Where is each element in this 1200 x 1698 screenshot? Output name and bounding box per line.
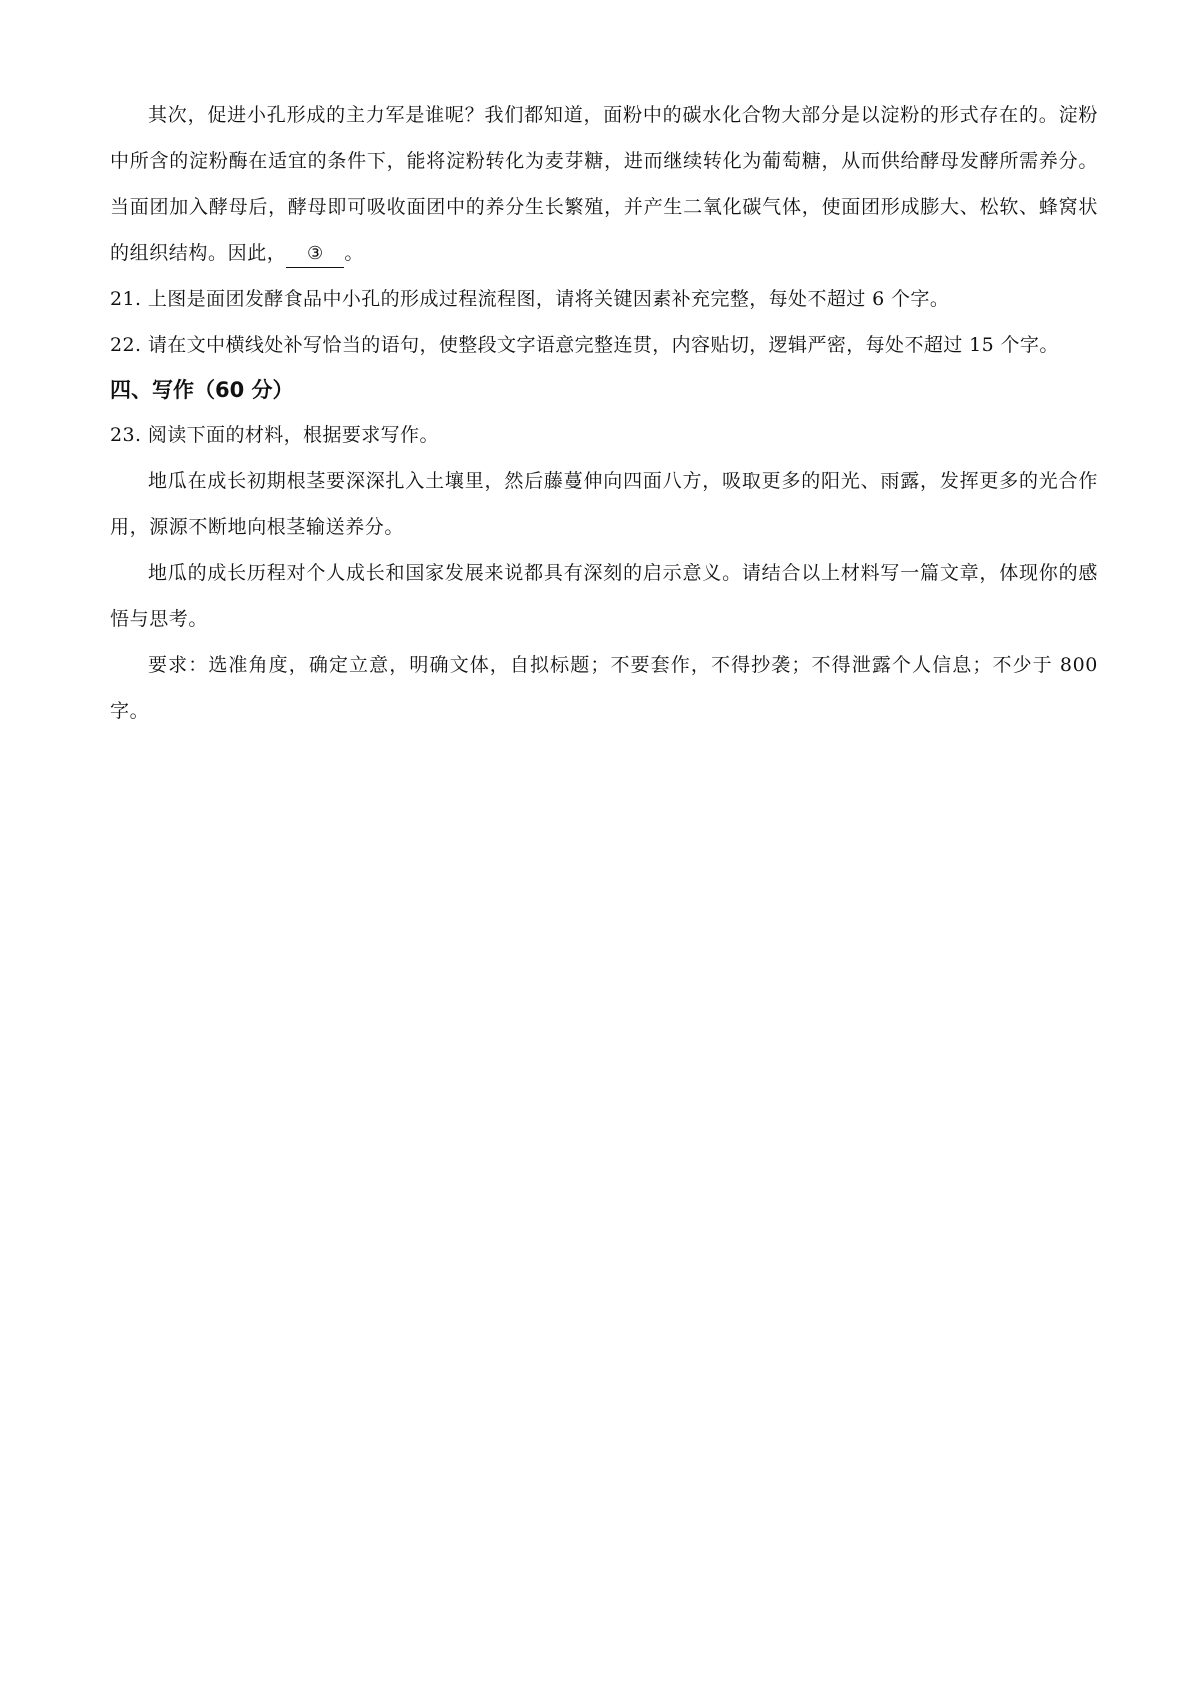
writing-material: 地瓜在成长初期根茎要深深扎入土壤里，然后藤蔓伸向四面八方，吸取更多的阳光、雨露，发挥更多的光合作用，源源不断地向根茎输送养分。 (110, 470, 1098, 538)
document-page (110, 92, 1098, 734)
section-heading-writing: 四、写作（60 分） (110, 378, 294, 402)
question-21: 21. 上图是面团发酵食品中小孔的形成过程流程图，请将关键因素补充完整，每处不超过 6 个字。 (110, 288, 950, 310)
answer-blank-3: ③ (286, 241, 344, 268)
writing-requirements: 要求：选准角度，确定立意，明确文体，自拟标题；不要套作，不得抄袭；不得泄露个人信息；不少于 800 字。 (110, 654, 1098, 722)
passage-text-end: 。 (344, 242, 365, 264)
passage-paragraph (110, 92, 1098, 276)
question-23: 23. 阅读下面的材料，根据要求写作。 (110, 424, 439, 446)
question-22: 22. 请在文中横线处补写恰当的语句，使整段文字语意完整连贯，内容贴切，逻辑严密，每处不超过 15 个字。 (110, 334, 1059, 356)
passage-text: 其次，促进小孔形成的主力军是谁呢？我们都知道，面粉中的碳水化合物大部分是以淀粉的形式存在的。淀粉中所含的淀粉酶在适宜的条件下，能将淀粉转化为麦芽糖，进而继续转化为葡萄糖，从而供给酵母发酵所需养分。当面团加入酵母后，酵母即可吸收面团中的养分生长繁殖，并产生二氧化碳气体，使面团形成膨大、松软、蜂窝状的组织结构。因此， (110, 104, 1098, 264)
writing-prompt: 地瓜的成长历程对个人成长和国家发展来说都具有深刻的启示意义。请结合以上材料写一篇文章，体现你的感悟与思考。 (110, 562, 1098, 630)
